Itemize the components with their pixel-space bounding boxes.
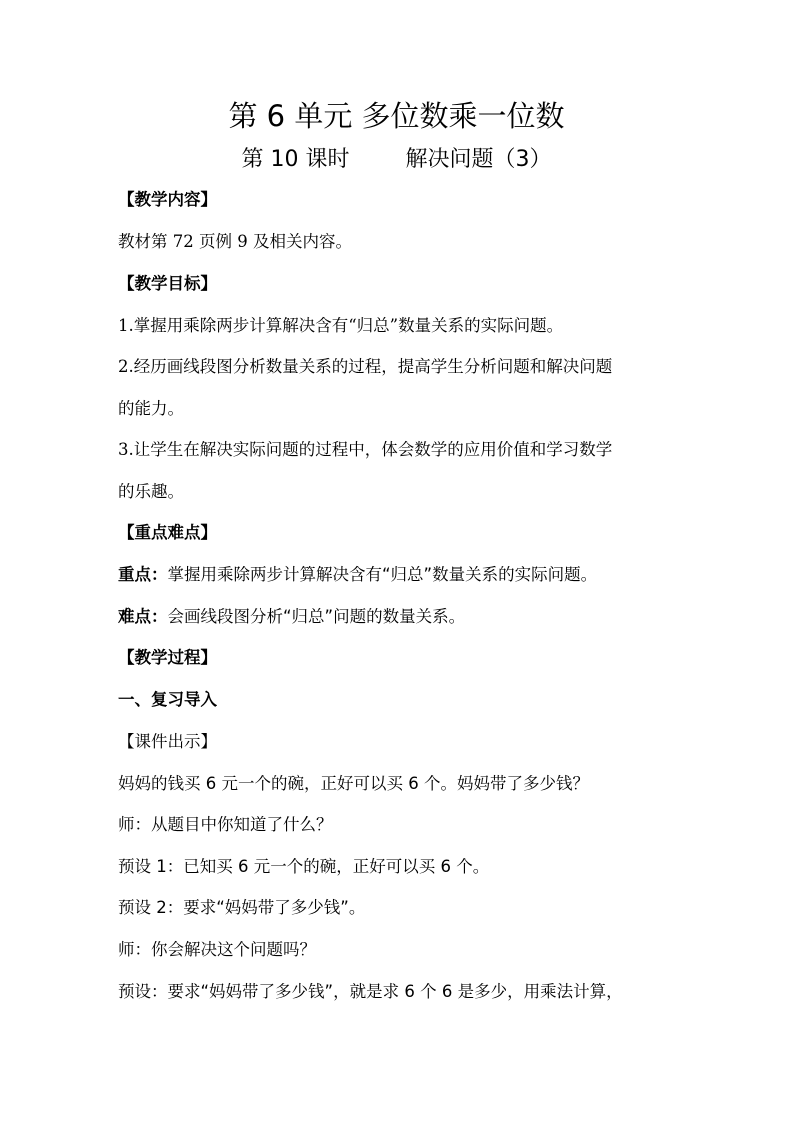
heading-teaching-content: 【教学内容】 bbox=[118, 190, 217, 209]
goal-1: 1.掌握用乘除两步计算解决含有“归总”数量关系的实际问题。 bbox=[118, 316, 564, 335]
teaching-content-text: 教材第 72 页例 9 及相关内容。 bbox=[118, 232, 352, 251]
section-review-intro: 一、复习导入 bbox=[118, 690, 217, 709]
goal-3-line-2: 的乐趣。 bbox=[118, 482, 184, 501]
courseware-display: 【课件出示】 bbox=[118, 732, 217, 751]
preset-answer-1: 预设 1：已知买 6 元一个的碗，正好可以买 6 个。 bbox=[118, 857, 490, 876]
preset-answer-3: 预设：要求“妈妈带了多少钱”，就是求 6 个 6 是多少，用乘法计算， bbox=[118, 982, 623, 1001]
key-point bbox=[118, 564, 688, 586]
lesson-topic: 解决问题（3） bbox=[405, 147, 552, 172]
key-point-label: 重点： bbox=[118, 565, 168, 584]
lesson-subtitle bbox=[0, 144, 793, 176]
goal-3-line-1: 3.让学生在解决实际问题的过程中，体会数学的应用价值和学习数学 bbox=[118, 440, 613, 459]
difficult-point-label: 难点： bbox=[118, 607, 168, 626]
lesson-number: 第 10 课时 bbox=[241, 147, 350, 172]
difficult-point-text: 会画线段图分析“归总”问题的数量关系。 bbox=[167, 607, 466, 626]
document-title: 第 6 单元 多位数乘一位数 bbox=[228, 99, 565, 133]
difficult-point bbox=[118, 606, 688, 628]
key-point-text: 掌握用乘除两步计算解决含有“归总”数量关系的实际问题。 bbox=[167, 565, 598, 584]
preset-answer-2: 预设 2：要求“妈妈带了多少钱”。 bbox=[118, 898, 366, 917]
teacher-question-2: 师：你会解决这个问题吗？ bbox=[118, 940, 316, 959]
goal-2-line-2: 的能力。 bbox=[118, 399, 184, 418]
goal-2-line-1: 2.经历画线段图分析数量关系的过程，提高学生分析问题和解决问题 bbox=[118, 357, 613, 376]
heading-key-difficult-points: 【重点难点】 bbox=[118, 523, 217, 542]
heading-teaching-goals: 【教学目标】 bbox=[118, 274, 217, 293]
heading-teaching-process: 【教学过程】 bbox=[118, 648, 217, 667]
problem-text: 妈妈的钱买 6 元一个的碗，正好可以买 6 个。妈妈带了多少钱？ bbox=[118, 774, 589, 793]
teacher-question-1: 师：从题目中你知道了什么？ bbox=[118, 815, 333, 834]
